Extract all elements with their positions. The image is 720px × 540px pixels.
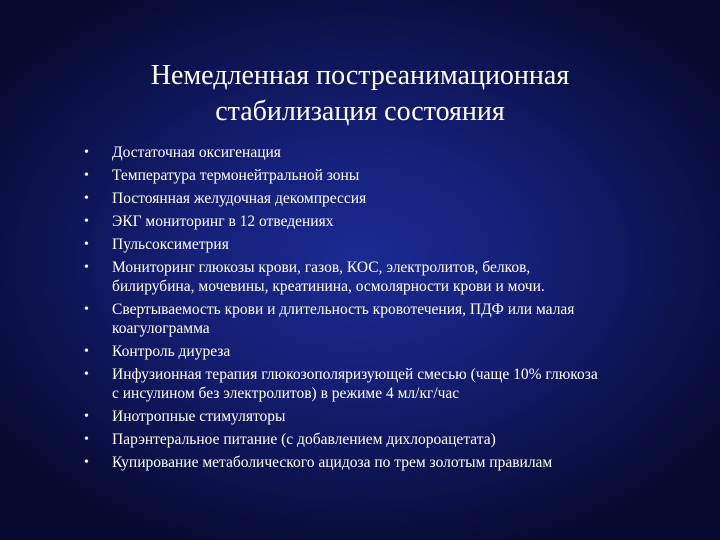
bullet-list (84, 141, 700, 474)
bullet-text: Температура термонейтральной зоны (112, 167, 360, 184)
bullet-item (84, 405, 700, 428)
bullet-marker: • (84, 191, 89, 206)
bullet-marker: • (84, 409, 89, 424)
bullet-marker: • (84, 260, 89, 275)
bullet-text: ЭКГ мониторинг в 12 отведениях (112, 213, 334, 230)
title-line-1: Немедленная постреанимационная (150, 60, 570, 91)
title-line-2: стабилизация состояния (215, 96, 505, 127)
bullet-text: Купирование метаболического ацидоза по трем золотым правилам (112, 454, 553, 471)
bullet-item (84, 210, 700, 233)
bullet-item (84, 164, 700, 187)
bullet-text: Пульсоксиметрия (112, 236, 229, 253)
bullet-text: Парэнтеральное питание (с добавлением дихлороацетата) (112, 431, 496, 448)
bullet-item (84, 187, 700, 210)
bullet-marker: • (84, 145, 89, 160)
bullet-item (84, 340, 700, 363)
bullet-item (84, 451, 700, 474)
bullet-text-continuation: коагулограмма (112, 320, 210, 337)
bullet-item (84, 363, 700, 405)
bullet-item (84, 233, 700, 256)
bullet-item (84, 141, 700, 164)
bullet-text: Постоянная желудочная декомпрессия (112, 190, 367, 207)
slide-title (60, 58, 660, 130)
bullet-item (84, 256, 700, 298)
bullet-text: Инфузионная терапия глюкозополяризующей смесью (чаще 10% глюкоза (112, 366, 598, 383)
bullet-text: Мониторинг глюкозы крови, газов, КОС, электролитов, белков, (112, 259, 531, 276)
bullet-marker: • (84, 237, 89, 252)
bullet-marker: • (84, 367, 89, 382)
bullet-marker: • (84, 455, 89, 470)
bullet-marker: • (84, 344, 89, 359)
bullet-item (84, 428, 700, 451)
bullet-text: Инотропные стимуляторы (112, 408, 286, 425)
bullet-marker: • (84, 432, 89, 447)
bullet-text: Контроль диуреза (112, 343, 231, 360)
bullet-text: Достаточная оксигенация (112, 144, 281, 161)
bullet-marker: • (84, 214, 89, 229)
bullet-item (84, 298, 700, 340)
bullet-text-continuation: билирубина, мочевины, креатинина, осмолярности крови и мочи. (112, 278, 545, 295)
bullet-marker: • (84, 168, 89, 183)
bullet-text: Свертываемость крови и длительность кровотечения, ПДФ или малая (112, 301, 575, 318)
bullet-text-continuation: с инсулином без электролитов) в режиме 4 мл/кг/час (112, 385, 460, 402)
bullet-marker: • (84, 302, 89, 317)
